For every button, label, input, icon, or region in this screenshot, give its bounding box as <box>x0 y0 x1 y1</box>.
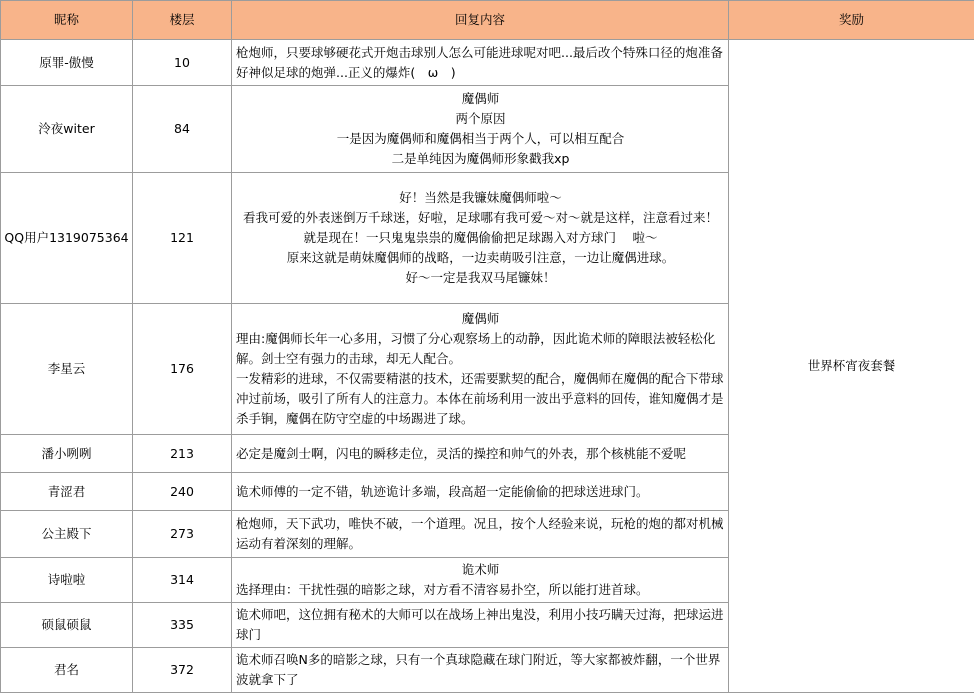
reply-line: 一是因为魔偶师和魔偶相当于两个人，可以相互配合 <box>236 129 725 149</box>
cell-floor: 121 <box>133 173 232 304</box>
cell-floor: 372 <box>133 648 232 693</box>
table-row <box>1 40 974 86</box>
reply-line: 二是单纯因为魔偶师形象戳我xp <box>236 149 725 169</box>
header-row <box>1 1 974 40</box>
reply-line: 一发精彩的进球，不仅需要精湛的技术，还需要默契的配合，魔偶师在魔偶的配合下带球冲过前场，吸引了所有人的注意力。本体在前场利用一波出乎意料的回传，谁知魔偶才是杀手锏，魔偶在防守空虚的中场踢进了球。 <box>236 369 725 429</box>
reply-line: 原来这就是萌妹魔偶师的战略，一边卖萌吸引注意，一边让魔偶进球。 <box>236 248 725 268</box>
cell-floor: 314 <box>133 558 232 603</box>
cell-nickname: 李星云 <box>1 304 133 435</box>
header-floor: 楼层 <box>133 1 232 40</box>
cell-nickname: 青涩君 <box>1 473 133 511</box>
cell-reply <box>232 40 729 86</box>
reply-line: 理由:魔偶师长年一心多用，习惯了分心观察场上的动静，因此诡术师的障眼法被轻松化解。剑士空有强力的击球，却无人配合。 <box>236 329 725 369</box>
cell-reply <box>232 435 729 473</box>
reply-line: 诡术师吧，这位拥有秘术的大师可以在战场上神出鬼没，利用小技巧瞒天过海，把球运进球门 <box>236 605 725 645</box>
cell-reply <box>232 603 729 648</box>
header-reply: 回复内容 <box>232 1 729 40</box>
cell-nickname: 公主殿下 <box>1 511 133 558</box>
cell-reward: 世界杯宵夜套餐 <box>729 40 974 693</box>
cell-reply <box>232 173 729 304</box>
cell-floor: 10 <box>133 40 232 86</box>
reply-line: 诡术师傅的一定不错，轨迹诡计多端，段高超一定能偷偷的把球送进球门。 <box>236 482 725 502</box>
reply-line: 诡术师 <box>236 560 725 580</box>
cell-nickname: 潘小咧咧 <box>1 435 133 473</box>
cell-reply <box>232 511 729 558</box>
cell-nickname: 君名 <box>1 648 133 693</box>
reply-line: 选择理由：干扰性强的暗影之球，对方看不清容易扑空，所以能打进首球。 <box>236 580 725 600</box>
cell-reply <box>232 86 729 173</box>
reply-line: 好！当然是我镰妹魔偶师啦～ <box>236 188 725 208</box>
header-nickname: 昵称 <box>1 1 133 40</box>
cell-nickname: 硕鼠硕鼠 <box>1 603 133 648</box>
reply-line: 枪炮师，天下武功，唯快不破，一个道理。况且，按个人经验来说，玩枪的炮的都对机械运动有着深刻的理解。 <box>236 514 725 554</box>
reply-line: 魔偶师 <box>236 89 725 109</box>
cell-floor: 84 <box>133 86 232 173</box>
reply-line: 魔偶师 <box>236 309 725 329</box>
cell-floor: 335 <box>133 603 232 648</box>
cell-reply <box>232 304 729 435</box>
cell-floor: 240 <box>133 473 232 511</box>
cell-floor: 176 <box>133 304 232 435</box>
cell-nickname: 诗啦啦 <box>1 558 133 603</box>
cell-reply <box>232 473 729 511</box>
reply-line: 看我可爱的外表迷倒万千球迷，好啦，足球哪有我可爱～对～就是这样，注意看过来！ <box>236 208 725 228</box>
cell-reply <box>232 558 729 603</box>
cell-nickname: QQ用户1319075364 <box>1 173 133 304</box>
cell-nickname: 原罪-傲慢 <box>1 40 133 86</box>
header-reward: 奖励 <box>729 1 974 40</box>
cell-floor: 273 <box>133 511 232 558</box>
cell-floor: 213 <box>133 435 232 473</box>
cell-nickname: 泠夜witer <box>1 86 133 173</box>
reply-line: 两个原因 <box>236 109 725 129</box>
cell-reply <box>232 648 729 693</box>
reply-line: 枪炮师，只要球够硬花式开炮击球别人怎么可能进球呢对吧...最后改个特殊口径的炮准备好神似足球的炮弹...正义的爆炸( ω ) <box>236 43 725 83</box>
reply-line: 必定是魔剑士啊，闪电的瞬移走位，灵活的操控和帅气的外表，那个核桃能不爱呢 <box>236 444 725 464</box>
reply-line: 诡术师召唤N多的暗影之球，只有一个真球隐藏在球门附近，等大家都被炸翻，一个世界波就拿下了 <box>236 650 725 690</box>
reply-line: 好～一定是我双马尾镰妹！ <box>236 268 725 288</box>
reply-line: 就是现在！一只鬼鬼祟祟的魔偶偷偷把足球踢入对方球门 啦～ <box>236 228 725 248</box>
